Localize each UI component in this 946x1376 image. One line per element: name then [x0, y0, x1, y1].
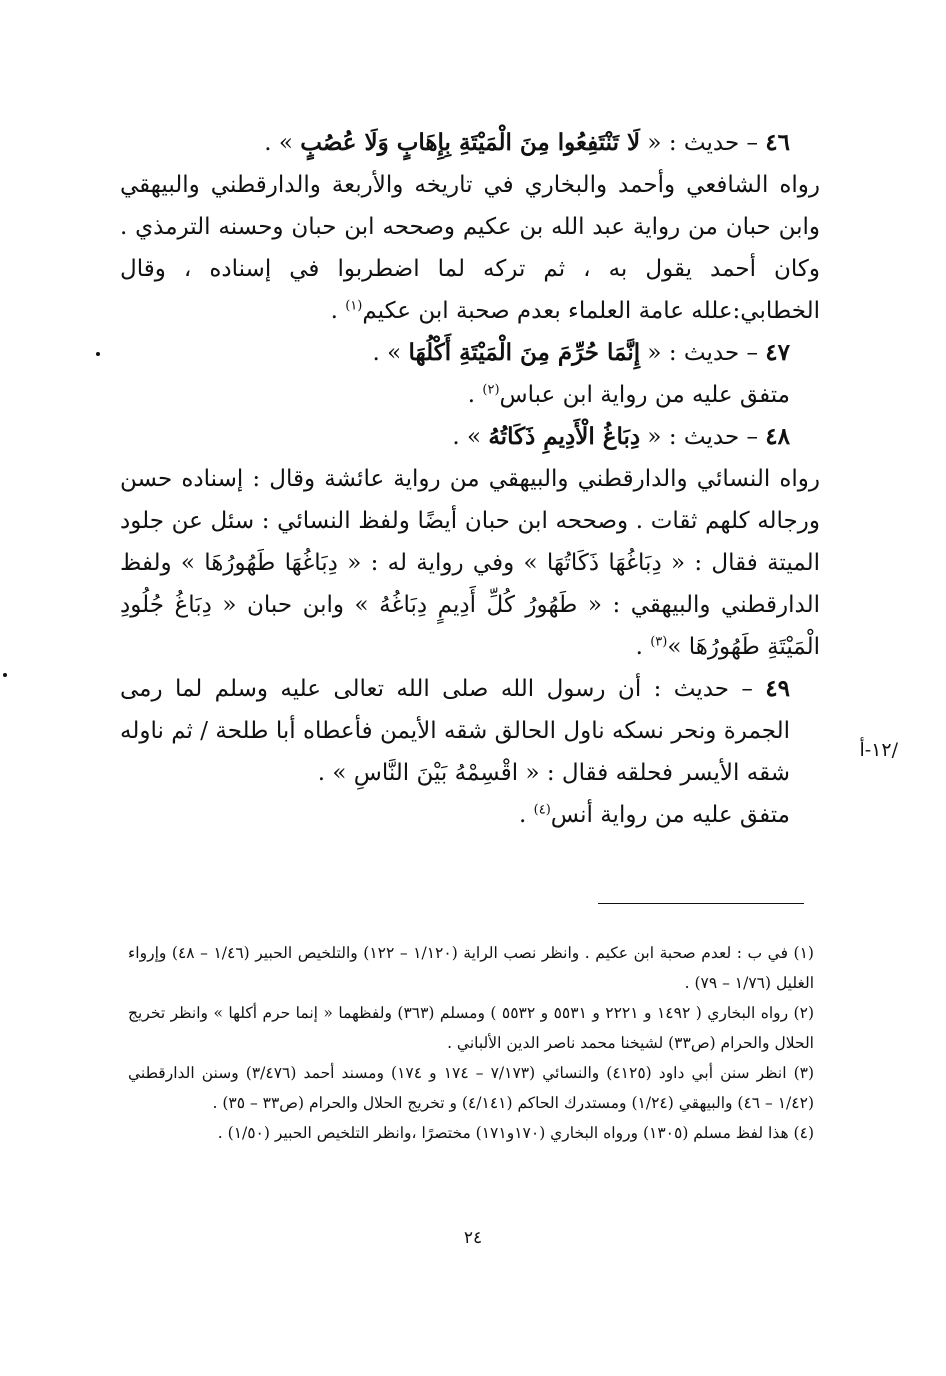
hadith-number: ٤٩ — [765, 675, 790, 702]
hadith-number: ٤٨ — [765, 423, 790, 450]
hadith-46-heading — [120, 122, 820, 164]
hadith-close: » . — [372, 340, 409, 366]
hadith-intro: – حديث : — [641, 676, 766, 702]
hadith-text: إِنَّمَا حُرِّمَ مِنَ الْمَيْتَةِ أَكْلُهَا — [408, 339, 641, 366]
hadith-intro: – حديث : « — [640, 340, 766, 366]
footnote-1: (١) في ب : لعدم صحبة ابن عكيم . وانظر نصب الراية (١/١٢٠ – ١٢٢) والتلخيص الحبير (١/٤٦ – ٤٨) وإرواء الغليل (١/٧٦ – ٧٩) . — [128, 944, 814, 992]
hadith-49-commentary — [120, 794, 820, 836]
hadith-48-heading — [120, 416, 820, 458]
hadith-number: ٤٧ — [765, 339, 790, 366]
scan-speck — [3, 673, 7, 677]
footnote-4: (٤) هذا لفظ مسلم (١٣٠٥) ورواه البخاري (١٧٠و١٧١) مختصرًا ،وانظر التلخيص الحبير (١/٥٠) . — [217, 1124, 814, 1142]
commentary-end: . — [635, 634, 651, 660]
footnote-ref: (٣) — [650, 634, 668, 650]
hadith-text: لَا تَنْتَفِعُوا مِنَ الْمَيْتَةِ بِإِهَابٍ وَلَا عُصُبٍ — [300, 129, 641, 156]
footnotes — [128, 938, 814, 1148]
commentary-end: . — [330, 298, 346, 324]
footnote-ref: (٤) — [533, 802, 551, 818]
footnote-separator — [598, 903, 804, 904]
commentary-end: . — [467, 382, 483, 408]
hadith-number: ٤٦ — [765, 129, 790, 156]
footnote-2: (٢) رواه البخاري ( ١٤٩٢ و ٢٢٢١ و ٥٥٣١ و ٥٥٣٢ ) ومسلم (٣٦٣) ولفظهما « إنما حرم أكلها » وانظر تخريج الحلال والحرام (ص٣٣) لشيخنا محمد ناصر الدين الألباني . — [128, 1004, 814, 1052]
hadith-47-commentary — [120, 374, 820, 416]
hadith-close: » . — [452, 424, 489, 450]
commentary-text: رواه الشافعي وأحمد والبخاري في تاريخه والأربعة والدارقطني والبيهقي وابن حبان من رواية عبد الله بن عكيم وصححه ابن حبان وحسنه الترمذي . وكان أحمد يقول به ، ثم تركه لما اضطربوا في إسناده ، وقال الخطابي:علله عامة العلماء بعدم صحبة ابن عكيم — [120, 172, 820, 324]
commentary-text: متفق عليه من رواية أنس — [550, 802, 790, 828]
commentary-text: متفق عليه من رواية ابن عباس — [499, 382, 790, 408]
footnote-ref: (١) — [345, 298, 363, 314]
main-text — [120, 122, 820, 836]
footnote-3: (٣) انظر سنن أبي داود (٤١٢٥) والنسائي (٧/١٧٣ – ١٧٤ و ١٧٤) ومسند أحمد (٣/٤٧٦) وسنن الدارقطني (١/٤٢ – ٤٦) والبيهقي (١/٢٤) ومستدرك الحاكم (٤/١٤١) و تخريج الحلال والحرام (ص٣٣ – ٣٥) . — [128, 1064, 815, 1112]
page-number: ٢٤ — [463, 1228, 483, 1248]
hadith-46-commentary — [120, 164, 820, 332]
hadith-text: أن رسول الله صلى الله تعالى عليه وسلم لما رمى الجمرة ونحر نسكه ناول الحالق شقه الأيمن فأعطاه أبا طلحة / ثم ناوله شقه الأيسر فحلقه فقال : « اقْسِمْهُ بَيْنَ النَّاسِ » . — [120, 676, 790, 786]
hadith-text: دِبَاغُ الْأَدِيمِ ذَكَاتُهُ — [488, 423, 641, 450]
hadith-47-heading — [120, 332, 820, 374]
hadith-intro: – حديث : « — [640, 424, 766, 450]
footnote-ref: (٢) — [482, 382, 500, 398]
hadith-close: » . — [264, 130, 301, 156]
hadith-48-commentary — [120, 458, 820, 668]
manuscript-folio-note: /١٢-أ — [859, 739, 898, 761]
hadith-intro: – حديث : « — [640, 130, 766, 156]
commentary-text: رواه النسائي والدارقطني والبيهقي من رواية عائشة وقال : إسناده حسن ورجاله كلهم ثقات . وصححه ابن حبان أيضًا ولفظ النسائي : سئل عن جلود الميتة فقال : « دِبَاغُهَا ذَكَاتُهَا » وفي رواية له : « دِبَاغُهَا طَهُورُهَا » ولفظ الدارقطني والبيهقي : « طَهُورُ كُلِّ أَدِيمٍ دِبَاغُهُ » وابن حبان « دِبَاغُ جُلُودِ الْمَيْتَةِ طَهُورُهَا » — [120, 466, 820, 660]
scan-speck — [96, 352, 100, 356]
commentary-end: . — [519, 802, 534, 828]
hadith-49-heading — [120, 668, 820, 794]
